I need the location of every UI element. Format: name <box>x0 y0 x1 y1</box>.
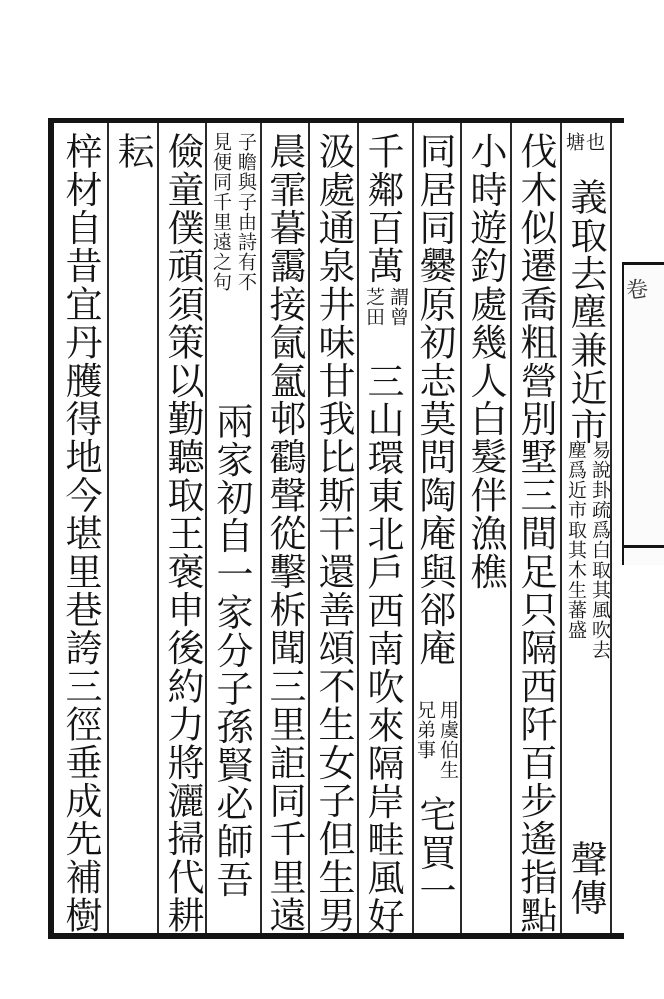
verse-text: 耘 <box>111 132 154 171</box>
annotation-note-left <box>566 440 585 640</box>
margin-fragment: 卷 <box>624 276 650 305</box>
verse-text: 三山環東北戶西南吹來隔岸畦風好 <box>361 362 404 935</box>
annotation-note-left <box>211 132 230 292</box>
note-line-right: 子瞻與子由詩有不 <box>235 132 257 292</box>
main-text-column <box>312 132 355 935</box>
column-rule <box>205 123 207 933</box>
main-text-column <box>464 132 507 591</box>
column-rule <box>357 123 359 933</box>
column-rule <box>107 123 109 933</box>
main-text-column <box>59 132 102 935</box>
column-rule <box>157 123 159 933</box>
main-text-column <box>161 132 204 935</box>
verse-text: 千鄰百萬 <box>361 132 404 285</box>
verse-text: 伐木似遷喬粗營別墅三間足只隔西阡百步遙指點 <box>514 132 557 935</box>
main-text-column <box>413 132 456 667</box>
annotation-note-right <box>236 132 255 292</box>
verse-text: 宅買一 <box>413 795 456 910</box>
verse-text: 兩家初自一家分子孫賢必師吾 <box>210 402 253 899</box>
column-rule <box>460 123 462 933</box>
verse-text: 聲傳 <box>564 840 607 917</box>
frame-top-border <box>48 118 624 123</box>
verse-text: 義取去塵兼近市 <box>564 178 607 446</box>
verse-text: 汲處通泉井味甘我比斯干還善頌不生女子但生男 <box>312 132 355 935</box>
note-line-left: 芝田 <box>363 287 385 327</box>
verse-text: 小時遊釣處幾人白髮伴漁樵 <box>464 132 507 591</box>
annotation-note-right <box>388 287 407 327</box>
fold-rule <box>622 545 664 548</box>
note-line-left: 兄弟事 <box>414 700 436 760</box>
verse-text: 梓材自昔宜丹雘得地今堪里巷誇三徑垂成先補樹 <box>59 132 102 935</box>
note-line-right: 用虞伯生 <box>437 700 459 780</box>
verse-text: 儉童僕頑須策以勤聽取王褒申後約力將灑掃代耕 <box>161 132 204 935</box>
text-column-1b <box>563 132 603 151</box>
main-text-column <box>564 178 607 446</box>
main-text-column <box>514 132 557 935</box>
annotation-note-right <box>590 440 609 660</box>
annotation-note-left <box>364 287 383 327</box>
main-text-column <box>210 402 253 899</box>
main-text-column <box>361 132 404 285</box>
verse-text: 同居同爨原初志莫問陶庵與郤庵 <box>413 132 456 667</box>
note-line-left: 塵爲近市取其木生蕃盛 <box>565 440 587 640</box>
frame-left-border <box>48 118 54 939</box>
main-text-column <box>111 132 154 171</box>
note-line-right: 易說卦疏爲白取其風吹去 <box>589 440 611 660</box>
annotation-note <box>583 132 603 151</box>
note-line-right: 塘 <box>562 132 585 151</box>
column-rule <box>560 123 562 933</box>
column-rule <box>308 123 310 933</box>
note-line-left: 見便同千里遠之句 <box>210 132 232 292</box>
column-rule <box>510 123 512 933</box>
main-text-column <box>413 795 456 910</box>
annotation-note-right <box>438 700 457 780</box>
main-text-column <box>564 840 607 917</box>
verse-text: 晨霏暮靄接氤氳邨鸖聲從擊柝聞三里詎同千里遠 <box>263 132 306 935</box>
main-text-column <box>263 132 306 935</box>
note-line-left: 也 <box>582 132 605 151</box>
annotation-note-left <box>415 700 434 760</box>
column-rule <box>260 123 262 933</box>
main-text-column <box>361 362 404 935</box>
note-line-right: 謂曾 <box>387 287 409 327</box>
page-fold-edge <box>622 262 664 565</box>
